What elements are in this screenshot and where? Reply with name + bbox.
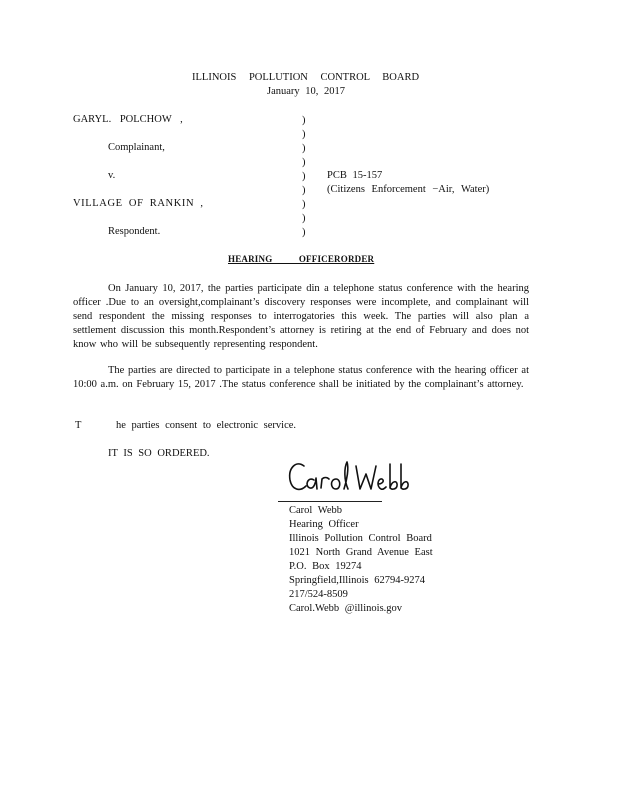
- signature-block: [289, 504, 433, 616]
- signer-organization: Illinois Pollution Control Board: [289, 533, 432, 544]
- paragraph-3-initial: T: [75, 420, 82, 431]
- signer-po-box: P.O. Box 19274: [289, 561, 362, 572]
- versus-label: v.: [108, 170, 116, 181]
- complainant-role: Complainant,: [108, 142, 165, 153]
- so-ordered: IT IS SO ORDERED.: [108, 448, 210, 459]
- paren: ): [302, 171, 306, 182]
- respondent-name: VILLAGE OF RANKIN ,: [73, 198, 204, 209]
- paren: ): [302, 185, 306, 196]
- order-paragraph-1: On January 10, 2017, the parties participate din a telephone status conference with the hearing officer .Due to an oversight,complainant’s discovery responses were incomplete, and complainant will send respondent the missing responses to interrogatories this week. The parties will also plan a settlement discussion this month.Respondent’s attorney is retiring at the end of February and does not know who will be subsequently representing respondent.: [73, 283, 529, 350]
- complainant-name: GARYL. POLCHOW ,: [73, 114, 183, 125]
- caption-parentheses: [302, 114, 306, 240]
- signature-line: [278, 501, 382, 502]
- signer-name: Carol Webb: [289, 505, 342, 516]
- signer-street: 1021 North Grand Avenue East: [289, 547, 433, 558]
- order-paragraph-2: The parties are directed to participate in a telephone status conference with the hearing officer at 10:00 a.m. on February 15, 2017 .The status conference shall be initiated by the complainant’s attorney.: [73, 365, 529, 390]
- paren: ): [302, 227, 306, 238]
- case-number: PCB 15-157: [327, 170, 383, 181]
- paren: ): [302, 129, 306, 140]
- paren: ): [302, 199, 306, 210]
- order-paragraph-3: he parties consent to electronic service.: [116, 420, 297, 431]
- paren: ): [302, 157, 306, 168]
- signer-title: Hearing Officer: [289, 519, 359, 530]
- respondent-role: Respondent.: [108, 226, 161, 237]
- signer-city: Springfield,Illinois 62794-9274: [289, 575, 425, 586]
- agency-name: ILLINOIS POLLUTION CONTROL BOARD: [192, 72, 420, 83]
- order-title: HEARING OFFICERORDER: [228, 254, 375, 264]
- signer-phone: 217/524-8509: [289, 589, 348, 600]
- signer-email[interactable]: Carol.Webb @illinois.gov: [289, 603, 403, 614]
- handwritten-signature: [286, 458, 416, 496]
- paren: ): [302, 213, 306, 224]
- paren: ): [302, 143, 306, 154]
- order-date: January 10, 2017: [267, 86, 346, 97]
- case-type: (Citizens Enforcement −Air, Water): [327, 184, 490, 195]
- paren: ): [302, 115, 306, 126]
